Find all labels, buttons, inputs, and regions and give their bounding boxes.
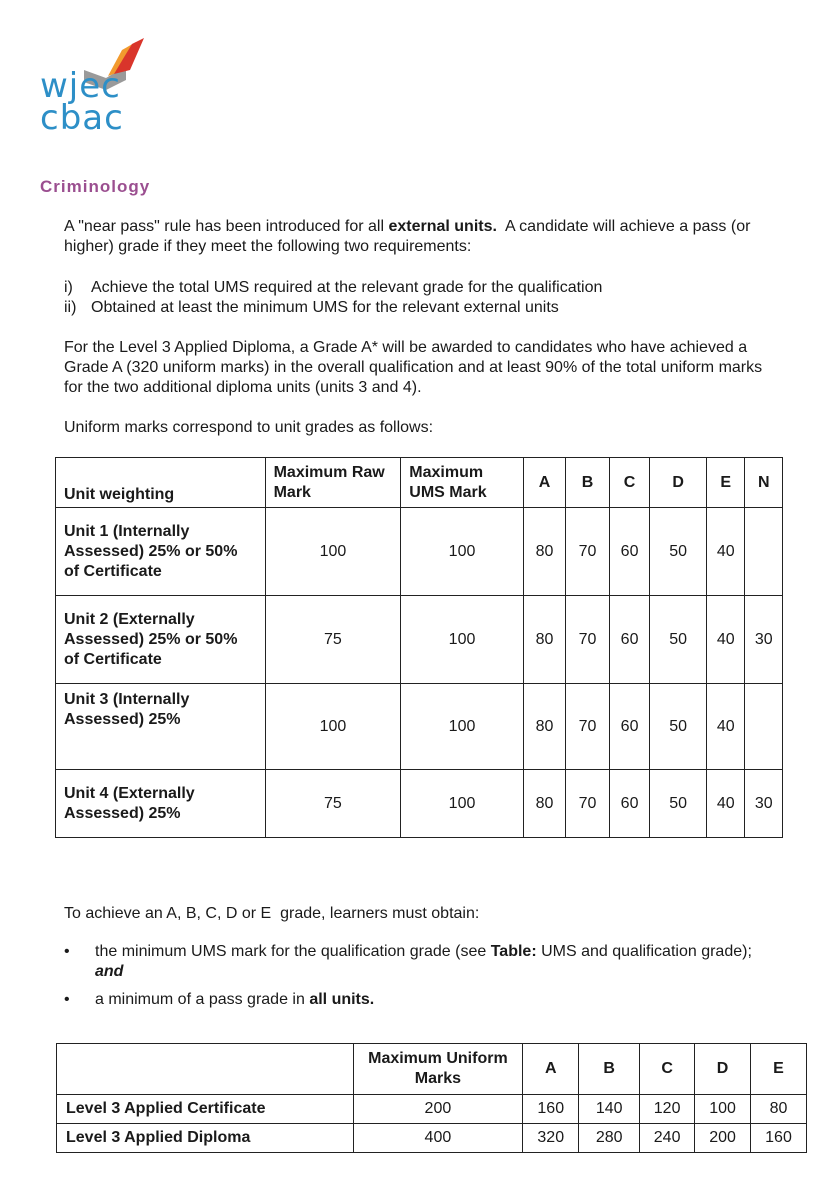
- header-grade-e: E: [751, 1044, 807, 1095]
- grade-cell: 320: [523, 1124, 579, 1153]
- grade-cell: 30: [745, 596, 783, 684]
- grade-cell: 60: [609, 596, 650, 684]
- bullet-icon: •: [64, 991, 70, 1008]
- grade-cell: 40: [707, 684, 745, 770]
- grade-cell: 80: [523, 596, 566, 684]
- header-max-uniform: Maximum Uniform Marks: [353, 1044, 523, 1095]
- grade-cell: 80: [523, 508, 566, 596]
- table-header-row: [56, 458, 783, 508]
- ums-cell: 100: [401, 508, 524, 596]
- table-row: [56, 770, 783, 838]
- uniform-intro: Uniform marks correspond to unit grades as follows:: [64, 419, 434, 436]
- grade-cell: 40: [707, 770, 745, 838]
- unit-cell: Unit 4 (Externally Assessed) 25%: [56, 770, 266, 838]
- bullet-bold: all units.: [309, 991, 375, 1008]
- header-grade-d: D: [650, 458, 707, 508]
- list-text: Achieve the total UMS required at the relevant grade for the qualification: [91, 279, 603, 296]
- grade-cell: 40: [707, 508, 745, 596]
- list-number: i): [64, 279, 73, 296]
- intro-text-2: A candidate will achieve a pass (or higher) grade if they meet the following two requirements:: [64, 218, 755, 255]
- table-header-row: [57, 1044, 807, 1095]
- raw-cell: 100: [265, 684, 401, 770]
- header-grade-e: E: [707, 458, 745, 508]
- near-pass-paragraph: [64, 217, 764, 257]
- grade-cell: 70: [566, 596, 610, 684]
- bullet-text: UMS and qualification grade);: [536, 943, 752, 960]
- raw-cell: 75: [265, 596, 401, 684]
- table-row: [56, 508, 783, 596]
- max-cell: 400: [353, 1124, 523, 1153]
- header-grade-n: N: [745, 458, 783, 508]
- ums-cell: 100: [401, 770, 524, 838]
- logo-line-cbac: cbac: [40, 98, 124, 138]
- unit-grades-table: [55, 457, 783, 838]
- bullet-bold: Table:: [490, 943, 537, 960]
- wjec-cbac-logo: [40, 66, 124, 138]
- grade-cell: 70: [566, 684, 610, 770]
- list-number: ii): [64, 299, 77, 316]
- raw-cell: 75: [265, 770, 401, 838]
- grade-cell: 140: [579, 1095, 640, 1124]
- grade-cell: 60: [609, 684, 650, 770]
- intro-text-1: A "near pass" rule has been introduced for all: [64, 218, 389, 235]
- grade-cell: 160: [751, 1124, 807, 1153]
- grade-cell: 70: [566, 770, 610, 838]
- list-item: [64, 942, 784, 982]
- grade-cell: 60: [609, 770, 650, 838]
- unit-cell: Unit 3 (Internally Assessed) 25%: [56, 684, 266, 770]
- and-conjunction: and: [95, 963, 124, 980]
- grade-cell: 70: [566, 508, 610, 596]
- diploma-note: For the Level 3 Applied Diploma, a Grade A* will be awarded to candidates who have achieved a Grade A (320 uniform marks) in the overall qualification and at least 90% of the total uniform marks for the two additional diploma units (units 3 and 4).: [64, 339, 763, 396]
- grade-cell: [745, 508, 783, 596]
- list-item: [64, 278, 602, 298]
- grade-cell: 50: [650, 770, 707, 838]
- header-blank: [57, 1044, 354, 1095]
- requirements-list: [64, 278, 602, 318]
- bullet-text: the minimum UMS mark for the qualification grade (see: [95, 943, 491, 960]
- grade-cell: 120: [640, 1095, 695, 1124]
- bullet-text: a minimum of a pass grade in: [95, 991, 310, 1008]
- max-cell: 200: [353, 1095, 523, 1124]
- grade-cell: 50: [650, 684, 707, 770]
- ums-cell: 100: [401, 596, 524, 684]
- grade-cell: 60: [609, 508, 650, 596]
- grade-cell: 280: [579, 1124, 640, 1153]
- grade-cell: 160: [523, 1095, 579, 1124]
- header-grade-a: A: [523, 458, 566, 508]
- list-item: [64, 298, 602, 318]
- ums-cell: 100: [401, 684, 524, 770]
- logo-line-wjec: wjec: [40, 66, 121, 106]
- subject-title: Criminology: [40, 177, 151, 196]
- intro-bold: external units.: [388, 218, 497, 235]
- list-item: [64, 990, 784, 1010]
- header-max-raw: Maximum Raw Mark: [265, 458, 401, 508]
- table-row: [57, 1095, 807, 1124]
- grade-cell: 240: [640, 1124, 695, 1153]
- table-row: [56, 596, 783, 684]
- header-grade-d: D: [695, 1044, 751, 1095]
- table-row: [57, 1124, 807, 1153]
- qualification-cell: Level 3 Applied Certificate: [57, 1095, 354, 1124]
- grade-cell: 50: [650, 508, 707, 596]
- qualification-cell: Level 3 Applied Diploma: [57, 1124, 354, 1153]
- grade-cell: 80: [751, 1095, 807, 1124]
- raw-cell: 100: [265, 508, 401, 596]
- unit-cell: Unit 1 (Internally Assessed) 25% or 50% of Certificate: [56, 508, 266, 596]
- unit-cell: Unit 2 (Externally Assessed) 25% or 50% of Certificate: [56, 596, 266, 684]
- header-grade-c: C: [609, 458, 650, 508]
- header-max-ums: Maximum UMS Mark: [401, 458, 524, 508]
- list-text: Obtained at least the minimum UMS for the relevant external units: [91, 299, 559, 316]
- header-unit-weighting: Unit weighting: [56, 458, 266, 508]
- achieve-intro: To achieve an A, B, C, D or E grade, learners must obtain:: [64, 905, 480, 922]
- qualification-grades-table: [56, 1043, 807, 1153]
- grade-cell: 80: [523, 684, 566, 770]
- grade-cell: 50: [650, 596, 707, 684]
- grade-cell: 200: [695, 1124, 751, 1153]
- header-grade-b: B: [566, 458, 610, 508]
- grade-cell: 30: [745, 770, 783, 838]
- header-grade-c: C: [640, 1044, 695, 1095]
- bullet-icon: •: [64, 943, 70, 960]
- header-grade-a: A: [523, 1044, 579, 1095]
- grade-cell: 40: [707, 596, 745, 684]
- achieve-bullet-list: [64, 942, 784, 1010]
- header-grade-b: B: [579, 1044, 640, 1095]
- grade-cell: [745, 684, 783, 770]
- grade-cell: 80: [523, 770, 566, 838]
- table-row: [56, 684, 783, 770]
- grade-cell: 100: [695, 1095, 751, 1124]
